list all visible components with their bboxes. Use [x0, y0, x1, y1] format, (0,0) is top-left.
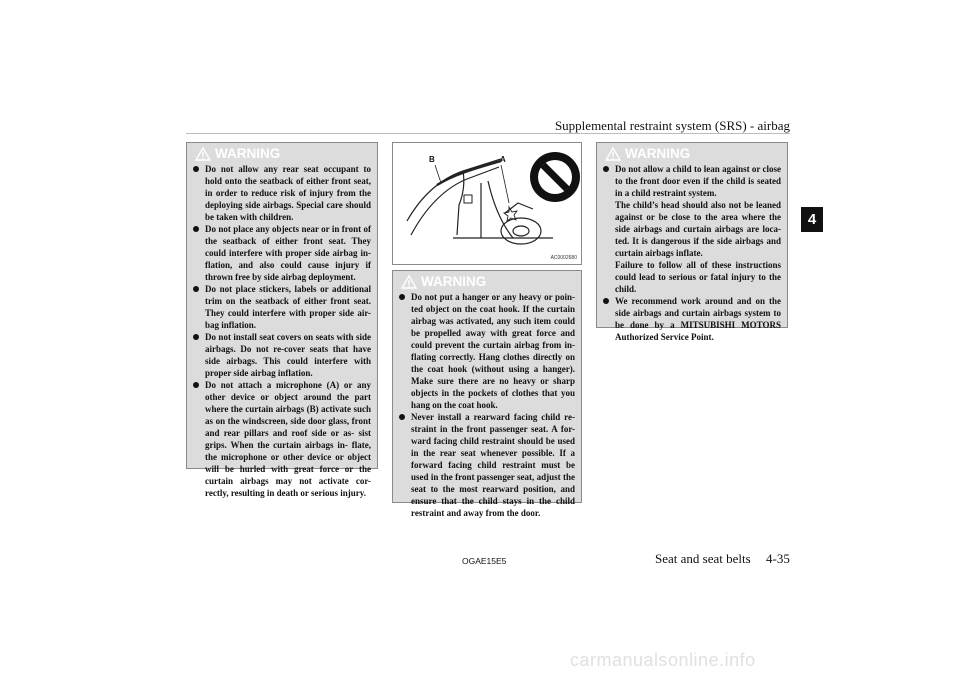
left-warning-list — [187, 163, 377, 503]
left-warning-heading — [187, 143, 377, 163]
document-code: OGAE15E5 — [462, 556, 507, 566]
bullet-icon — [399, 414, 405, 420]
middle-warning-heading — [393, 271, 581, 291]
list-item: We recommend work around and on the side airbags and curtain airbags system to be done by a MITSUBISHI MOTORS Authorized Service Point. — [603, 295, 781, 343]
list-item: Do not place any objects near or in front of the seatback of either front seat. They could interfere with proper side airbag in- flation, and also could cause injury if thrown free by side airbag deployment. — [193, 223, 371, 283]
warning-triangle-icon — [605, 147, 621, 161]
label-a: A — [500, 155, 506, 164]
warning-label: WARNING — [215, 146, 281, 161]
footer-section-title: Seat and seat belts — [655, 551, 751, 566]
prohibited-icon — [530, 152, 580, 202]
watermark: carmanualsonline.info — [570, 650, 756, 670]
warning-triangle-icon — [195, 147, 211, 161]
bullet-icon — [193, 166, 199, 172]
list-item: Do not allow a child to lean against or close to the front door even if the child is seated in a child restraint system. The child’s head should also not be leaned against or be close to the area where the side airbags and curtain airbags are loca- ted. It is dangerous if the side airbags and curtain airbags inflate. Failure to follow all of these instructions could lead to serious or fatal injury to the child. — [603, 163, 781, 295]
list-item: Do not install seat covers on seats with side airbags. Do not re-cover seats that have side airbags. This could interfere with proper side airbag inflation. — [193, 331, 371, 379]
label-b: B — [429, 155, 435, 164]
page-number: 4-35 — [766, 551, 790, 566]
right-warning-list — [597, 163, 787, 347]
warning-label: WARNING — [625, 146, 691, 161]
middle-warning-box — [392, 270, 582, 518]
bullet-icon — [603, 166, 609, 172]
middle-warning-list — [393, 291, 581, 523]
figure-code: AC0002680 — [550, 255, 577, 261]
list-item: Do not attach a microphone (A) or any other device or object around the part where the curtain airbags (B) activate such as on the windscreen, side door glass, front and rear pillars and roof side or as- sist grips. When the curtain airbags in- flate, the microphone or other device or object will be hurled with great force or the curtain airbags may not activate cor- rectly, resulting in death or serious injury. — [193, 379, 371, 499]
list-item: Do not allow any rear seat occupant to hold onto the seatback of either front seat, in order to reduce risk of injury from the deploying side airbags. Special care should be taken with children. — [193, 163, 371, 223]
airbag-illustration — [392, 142, 582, 265]
list-item: Do not put a hanger or any heavy or poin- ted object on the coat hook. If the curtain airbag was activated, any such item could be propelled away with great force and could prevent the curtain airbag from in- flating correctly. Hang clothes directly on the coat hook (without using a hanger). Make sure there are no heavy or sharp objects in the pockets of clothes that you hang on the coat hook. — [399, 291, 575, 411]
right-warning-heading — [597, 143, 787, 163]
warning-triangle-icon — [401, 275, 417, 289]
bullet-icon — [193, 382, 199, 388]
right-warning-box — [596, 142, 788, 342]
bullet-icon — [193, 286, 199, 292]
bullet-icon — [603, 298, 609, 304]
chapter-tab[interactable]: 4 — [801, 207, 823, 232]
car-interior-drawing — [393, 143, 581, 264]
bullet-icon — [193, 226, 199, 232]
warning-label: WARNING — [421, 274, 487, 289]
page-header: Supplemental restraint system (SRS) - airbag — [554, 118, 790, 133]
list-item: Never install a rearward facing child re- straint in the front passenger seat. A for- ward facing child restraint should be used in the rear seat whenever possible. If a forward facing child restraint must be used in the front passenger seat, adjust the seat to the most rearward position, and ensure that the child stays in the child restraint and away from the door. — [399, 411, 575, 519]
left-warning-box — [186, 142, 378, 498]
bullet-icon — [399, 294, 405, 300]
header-rule — [186, 133, 790, 134]
bullet-icon — [193, 334, 199, 340]
list-item: Do not place stickers, labels or additional trim on the seatback of either front seat. They could interfere with proper side air- bag inflation. — [193, 283, 371, 331]
